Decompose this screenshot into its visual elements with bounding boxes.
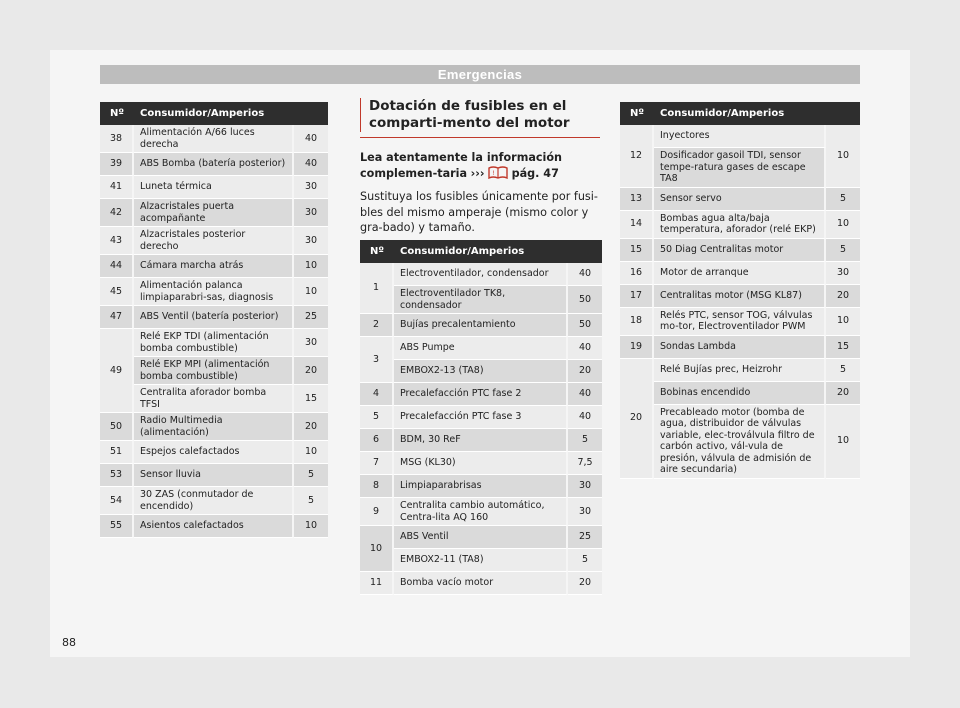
fuse-amperage: 20 [568,572,602,595]
fuse-number: 38 [100,125,134,153]
table-row [620,188,860,211]
fuse-number: 47 [100,306,134,329]
fuse-amperage: 40 [568,337,602,360]
page-number: 88 [62,636,76,649]
fuse-consumer: Sensor lluvia [134,464,294,487]
fuse-consumer: Alimentación A/66 luces derecha [134,125,294,153]
fuse-amperage: 10 [294,278,328,306]
table-row [100,227,328,255]
fuse-number: 55 [100,515,134,538]
fuse-amperage: 30 [294,329,328,357]
fuse-number: 49 [100,329,134,413]
fuse-consumer: Limpiaparabrisas [394,475,568,498]
table-row [620,148,860,188]
fuse-consumer: Asientos calefactados [134,515,294,538]
fuse-amperage: 30 [294,176,328,199]
table-row [360,337,602,360]
fuse-amperage: 7,5 [568,452,602,475]
table-row [360,383,602,406]
fuse-consumer: Relé EKP MPI (alimentación bomba combustible) [134,357,294,385]
fuse-consumer: Precableado motor (bomba de agua, distribuidor de válvulas variable, elec-troválvula filtro de carbón activo, vál-vula de presión, válvula de admisión de aire secundaria) [654,405,826,479]
table-row [100,278,328,306]
fuse-number: 20 [620,359,654,479]
header-num: Nº [360,240,394,263]
table-row [360,452,602,475]
fuse-amperage: 30 [826,262,860,285]
fuse-amperage: 10 [826,308,860,336]
table-row [360,429,602,452]
fuse-amperage: 40 [568,383,602,406]
fuse-number: 53 [100,464,134,487]
header-consumer: Consumidor/Amperios [134,102,328,125]
table-row [360,314,602,337]
fuse-amperage: 10 [826,211,860,239]
fuse-consumer: Relé EKP TDI (alimentación bomba combustible) [134,329,294,357]
fuse-consumer: MSG (KL30) [394,452,568,475]
fuse-amperage: 30 [294,199,328,227]
fuse-consumer: Relés PTC, sensor TOG, válvulas mo-tor, Electroventilador PWM [654,308,826,336]
fuse-number: 39 [100,153,134,176]
table-row [360,498,602,526]
fuse-consumer: Sondas Lambda [654,336,826,359]
fuse-amperage: 20 [294,357,328,385]
middle-fuse-table [360,240,602,595]
fuse-consumer: Alzacristales posterior derecho [134,227,294,255]
fuse-consumer: Bujías precalentamiento [394,314,568,337]
table-row [360,286,602,314]
table-row [100,199,328,227]
fuse-consumer: Bombas agua alta/baja temperatura, aforador (relé EKP) [654,211,826,239]
table-row [360,549,602,572]
header-num: Nº [100,102,134,125]
table-row [620,285,860,308]
fuse-table [360,240,602,595]
fuse-amperage: 5 [294,487,328,515]
fuse-consumer: Alzacristales puerta acompañante [134,199,294,227]
fuse-consumer: Precalefacción PTC fase 3 [394,406,568,429]
fuse-consumer: Centralita cambio automático, Centra-lita AQ 160 [394,498,568,526]
warning-book-icon [488,166,508,178]
header-consumer: Consumidor/Amperios [654,102,860,125]
fuse-consumer: Electroventilador, condensador [394,263,568,286]
fuse-number: 54 [100,487,134,515]
fuse-number: 2 [360,314,394,337]
fuse-consumer: Sensor servo [654,188,826,211]
lead-text [360,150,602,181]
fuse-consumer: Centralitas motor (MSG KL87) [654,285,826,308]
fuse-consumer: 50 Diag Centralitas motor [654,239,826,262]
fuse-amperage: 40 [568,263,602,286]
table-row [620,382,860,405]
fuse-number: 19 [620,336,654,359]
fuse-consumer: Bobinas encendido [654,382,826,405]
fuse-amperage: 5 [826,188,860,211]
fuse-consumer: Radio Multimedia (alimentación) [134,413,294,441]
fuse-amperage: 40 [294,125,328,153]
fuse-amperage: 50 [568,314,602,337]
fuse-consumer: 30 ZAS (conmutador de encendido) [134,487,294,515]
fuse-consumer: ABS Ventil (batería posterior) [134,306,294,329]
fuse-table [620,102,860,479]
fuse-number: 45 [100,278,134,306]
table-row [360,360,602,383]
fuse-consumer: Centralita aforador bomba TFSI [134,385,294,413]
fuse-number: 9 [360,498,394,526]
table-row [360,475,602,498]
fuse-consumer: Precalefacción PTC fase 2 [394,383,568,406]
fuse-number: 4 [360,383,394,406]
fuse-amperage: 40 [568,406,602,429]
fuse-consumer: BDM, 30 ReF [394,429,568,452]
table-row [100,255,328,278]
right-fuse-table [620,102,860,479]
table-row [360,406,602,429]
fuse-amperage: 5 [826,359,860,382]
section-body [360,150,602,236]
fuse-consumer: Electroventilador TK8, condensador [394,286,568,314]
fuse-number: 17 [620,285,654,308]
manual-page [50,50,910,657]
table-row [620,405,860,479]
table-row [100,413,328,441]
fuse-amperage: 10 [294,441,328,464]
title-divider [360,137,600,138]
fuse-consumer: Luneta térmica [134,176,294,199]
table-row [100,487,328,515]
fuse-number: 42 [100,199,134,227]
table-row [100,153,328,176]
fuse-number: 16 [620,262,654,285]
table-row [620,239,860,262]
fuse-number: 7 [360,452,394,475]
table-row [100,515,328,538]
fuse-consumer: ABS Bomba (batería posterior) [134,153,294,176]
fuse-consumer: ABS Pumpe [394,337,568,360]
fuse-amperage: 5 [294,464,328,487]
table-row [620,336,860,359]
fuse-number: 10 [360,526,394,572]
fuse-number: 6 [360,429,394,452]
fuse-number: 15 [620,239,654,262]
fuse-number: 18 [620,308,654,336]
fuse-consumer: Espejos calefactados [134,441,294,464]
fuse-amperage: 10 [294,255,328,278]
fuse-amperage: 30 [294,227,328,255]
table-row [620,211,860,239]
fuse-number: 12 [620,125,654,188]
lead-arrow: ››› [470,166,485,180]
table-row [620,125,860,148]
fuse-consumer: Cámara marcha atrás [134,255,294,278]
table-row [620,359,860,382]
fuse-amperage: 20 [826,285,860,308]
fuse-consumer: Alimentación palanca limpiaparabri-sas, diagnosis [134,278,294,306]
section-title: Dotación de fusibles en el comparti-mento del motor [360,98,600,132]
fuse-number: 13 [620,188,654,211]
fuse-number: 11 [360,572,394,595]
fuse-consumer: Inyectores [654,125,826,148]
table-row [100,125,328,153]
fuse-amperage: 30 [568,475,602,498]
fuse-amperage: 40 [294,153,328,176]
table-row [360,526,602,549]
lead-bold: Lea atentamente la información complemen-taria [360,151,563,180]
fuse-amperage: 10 [826,405,860,479]
lead-page-link[interactable]: pág. 47 [511,166,559,180]
fuse-amperage: 25 [294,306,328,329]
fuse-number: 41 [100,176,134,199]
table-row [360,572,602,595]
table-row [620,262,860,285]
table-row [100,464,328,487]
instruction-text: Sustituya los fusibles únicamente por fusi-bles del mismo amperaje (mismo color y gra-bado) y tamaño. [360,190,598,234]
fuse-amperage: 5 [826,239,860,262]
header-consumer: Consumidor/Amperios [394,240,602,263]
table-row [100,385,328,413]
fuse-amperage: 15 [294,385,328,413]
fuse-amperage: 30 [568,498,602,526]
fuse-consumer: Motor de arranque [654,262,826,285]
fuse-amperage: 10 [294,515,328,538]
fuse-amperage: 20 [294,413,328,441]
fuse-amperage: 10 [826,125,860,188]
fuse-amperage: 15 [826,336,860,359]
fuse-amperage: 5 [568,429,602,452]
fuse-amperage: 20 [568,360,602,383]
fuse-number: 1 [360,263,394,314]
page-header: Emergencias [100,65,860,84]
fuse-consumer: EMBOX2-11 (TA8) [394,549,568,572]
fuse-amperage: 25 [568,526,602,549]
fuse-number: 8 [360,475,394,498]
table-row [100,441,328,464]
fuse-consumer: EMBOX2-13 (TA8) [394,360,568,383]
fuse-amperage: 5 [568,549,602,572]
table-row [100,329,328,357]
fuse-number: 51 [100,441,134,464]
left-fuse-table [100,102,328,538]
table-row [100,176,328,199]
table-row [100,357,328,385]
fuse-number: 43 [100,227,134,255]
fuse-number: 44 [100,255,134,278]
fuse-consumer: Bomba vacío motor [394,572,568,595]
table-row [360,263,602,286]
fuse-table [100,102,328,538]
fuse-number: 5 [360,406,394,429]
svg-text:!: ! [492,169,495,177]
fuse-number: 50 [100,413,134,441]
fuse-number: 14 [620,211,654,239]
fuse-amperage: 50 [568,286,602,314]
table-row [620,308,860,336]
table-row [100,306,328,329]
fuse-consumer: Dosificador gasoil TDI, sensor tempe-ratura gases de escape TA8 [654,148,826,188]
fuse-number: 3 [360,337,394,383]
fuse-consumer: ABS Ventil [394,526,568,549]
fuse-consumer: Relé Bujías prec, Heizrohr [654,359,826,382]
header-num: Nº [620,102,654,125]
fuse-amperage: 20 [826,382,860,405]
